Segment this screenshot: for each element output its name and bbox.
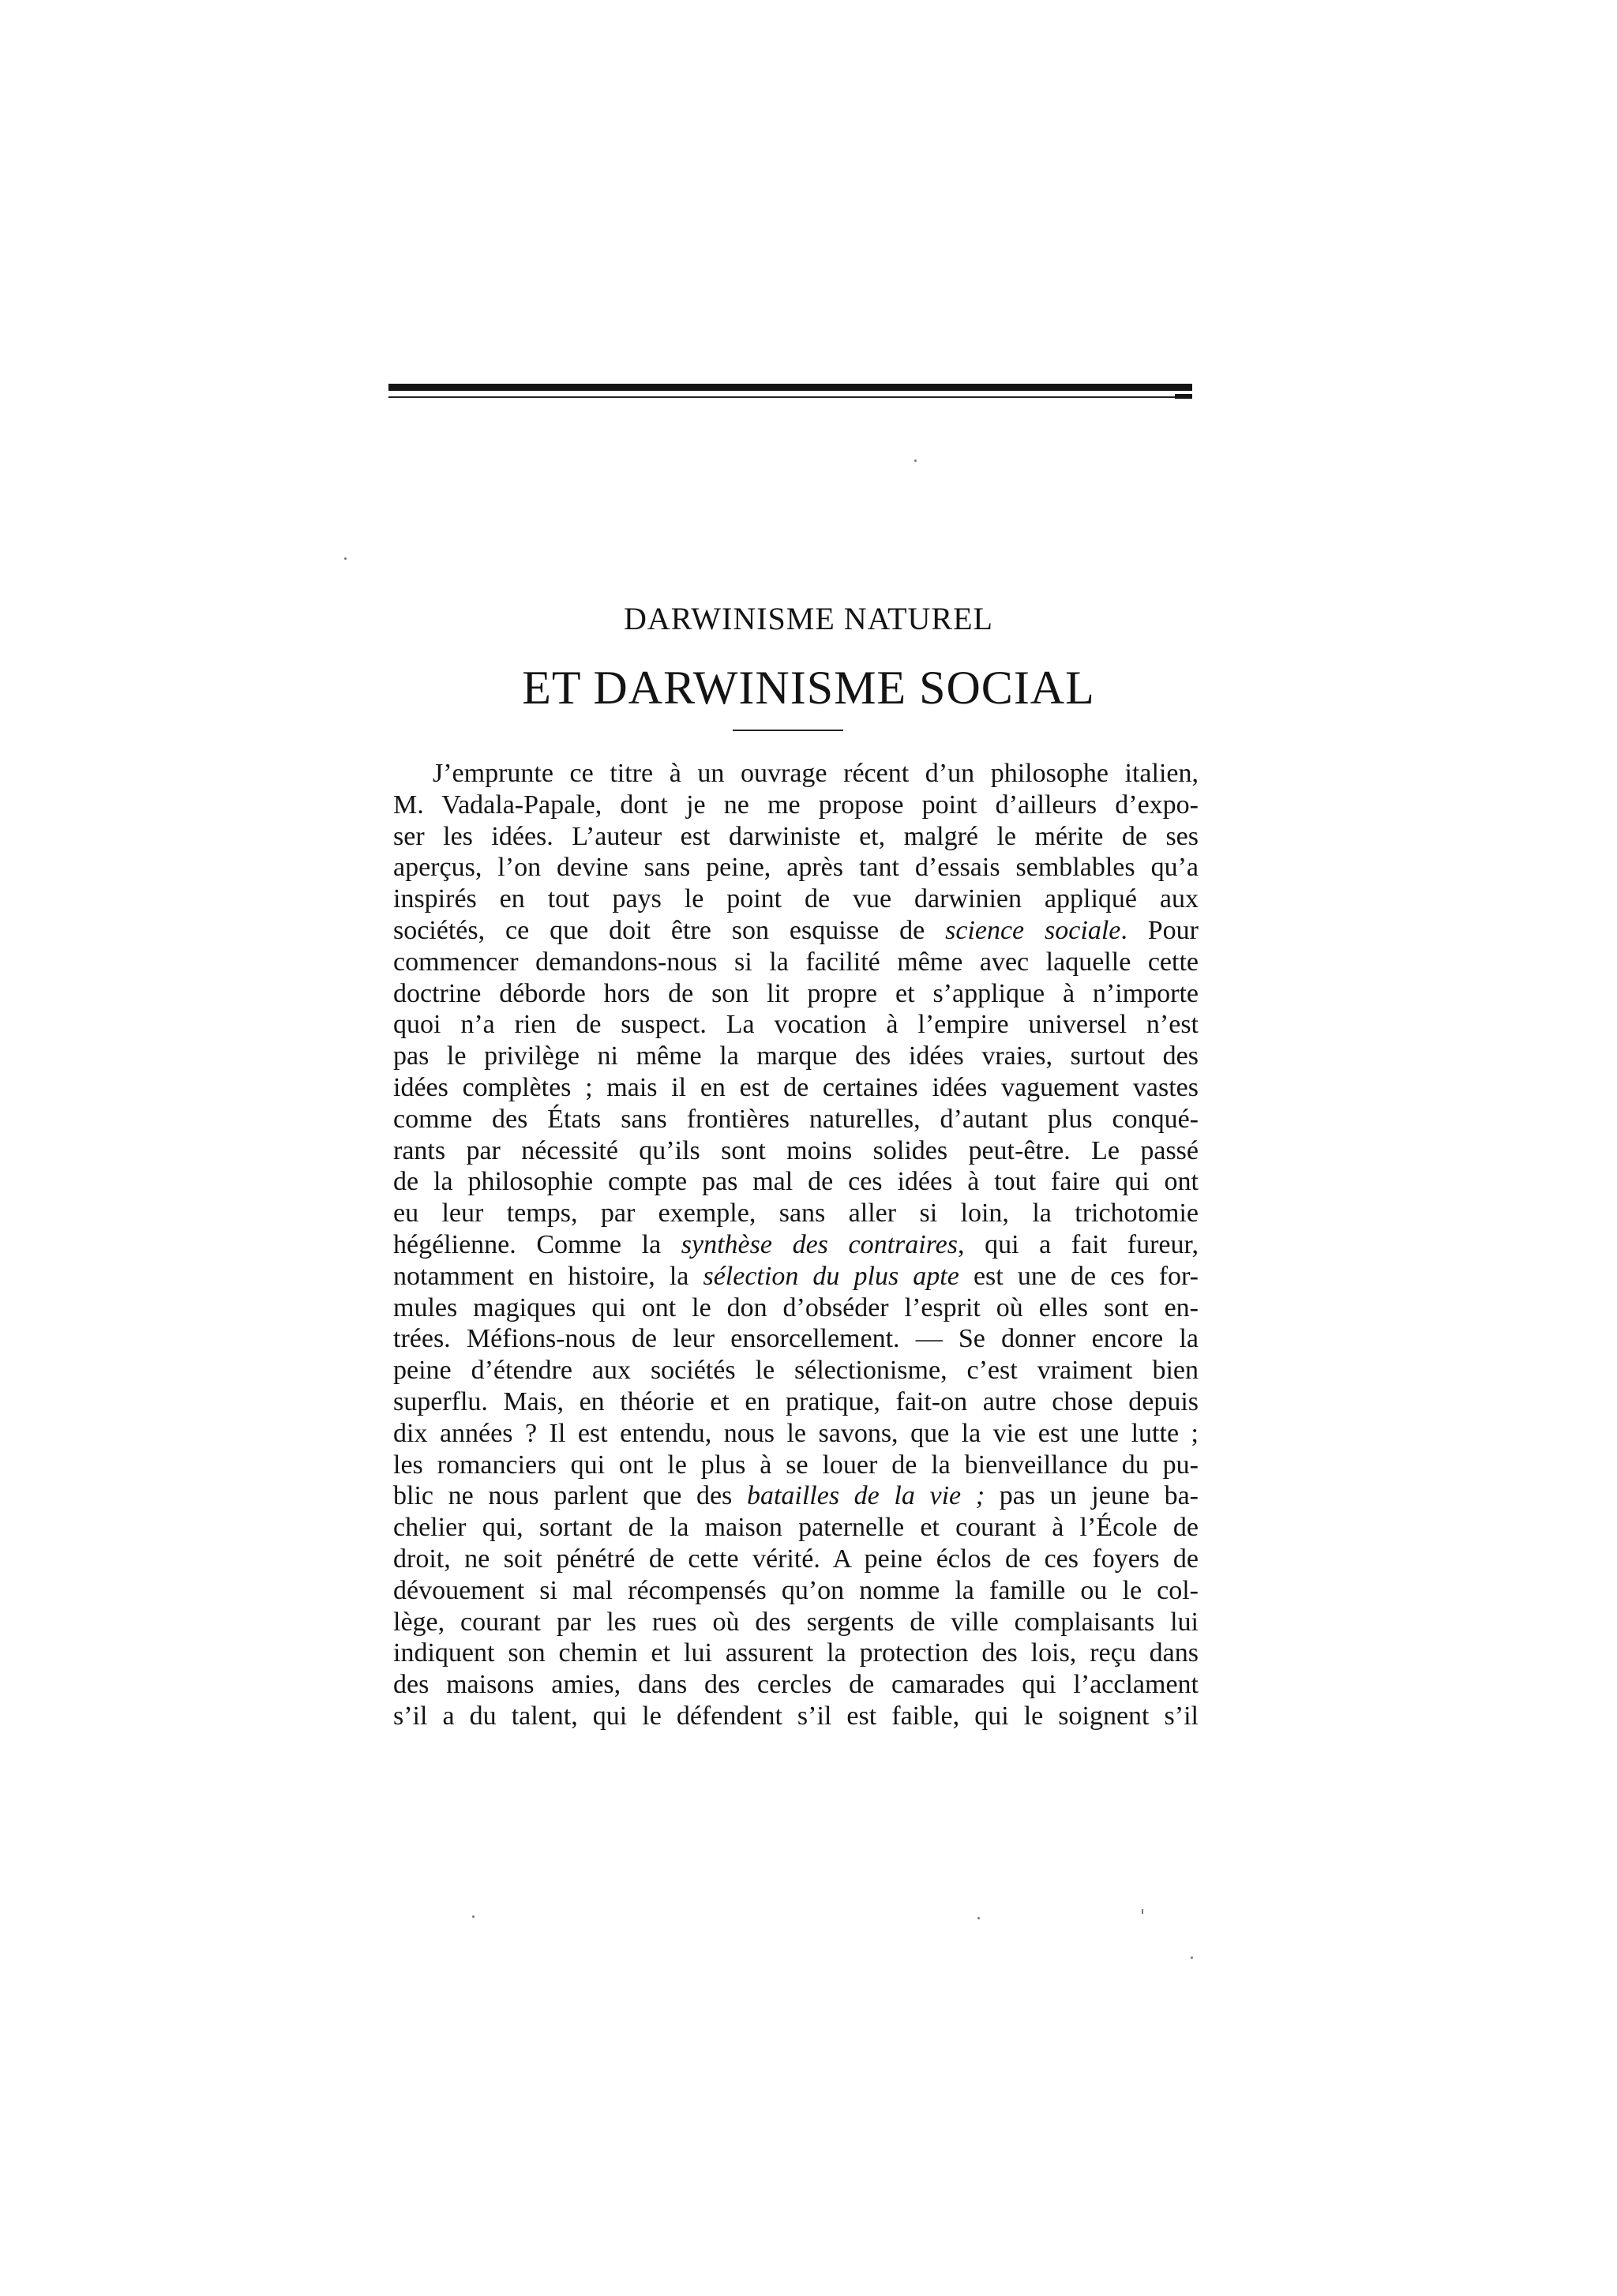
text-line <box>393 1355 1199 1386</box>
text-line <box>393 1480 1199 1512</box>
text-run: . Pour <box>1120 915 1199 945</box>
text-line <box>393 790 1199 821</box>
text-run: indiquent son chemin et lui assurent la protection des lois, reçu dans <box>393 1638 1199 1668</box>
text-run: hégélienne. Comme la <box>393 1229 681 1259</box>
text-line <box>393 758 1199 790</box>
text-run: sociétés, ce que doit être son esquisse de <box>393 915 946 945</box>
text-line <box>393 1607 1199 1638</box>
text-run: mules magiques qui ont le don d’obséder l’esprit où elles sont en- <box>393 1292 1199 1322</box>
chapter-title-line-1: DARWINISME NATUREL <box>624 601 993 636</box>
text-line <box>393 1669 1199 1701</box>
text-line <box>393 978 1199 1010</box>
text-run: comme des États sans frontières naturelles, d’autant plus conqué- <box>393 1104 1199 1134</box>
print-speck <box>977 1917 980 1919</box>
print-speck <box>344 557 347 560</box>
text-run: les romanciers qui ont le plus à se louer de la bienveillance du pu- <box>393 1450 1199 1480</box>
text-line <box>393 1198 1199 1229</box>
text-run: chelier qui, sortant de la maison paternelle et courant à l’École de <box>393 1513 1199 1543</box>
text-line <box>393 1135 1199 1167</box>
text-line <box>393 915 1199 947</box>
italic-term: sélection du plus apte <box>703 1261 959 1291</box>
header-rule-thin <box>388 396 1192 398</box>
text-run: eu leur temps, par exemple, sans aller si loin, la trichotomie <box>393 1199 1199 1229</box>
print-speck <box>472 1915 475 1918</box>
text-run: commencer demandons-nous si la facilité même avec laquelle cette <box>393 947 1199 977</box>
text-line <box>393 1292 1199 1324</box>
text-line <box>393 852 1199 884</box>
header-rule-thick <box>388 384 1192 391</box>
text-run: inspirés en tout pays le point de vue darwinien appliqué aux <box>393 884 1199 914</box>
text-run: s’il a du talent, qui le défendent s’il est faible, qui le soignent s’il <box>393 1701 1199 1731</box>
text-run: droit, ne soit pénétré de cette vérité. A peine éclos de ces foyers de <box>393 1544 1199 1574</box>
italic-term: synthèse des contraires <box>681 1229 959 1259</box>
text-run: aperçus, l’on devine sans peine, après tant d’essais semblables qu’a <box>393 853 1199 883</box>
text-run: , qui a fait fureur, <box>958 1229 1199 1259</box>
text-line <box>393 1386 1199 1418</box>
text-line <box>393 1512 1199 1544</box>
print-speck <box>1191 1956 1193 1959</box>
text-run: trées. Méfions-nous de leur ensorcellement. — Se donner encore la <box>393 1324 1199 1354</box>
text-line <box>393 1450 1199 1481</box>
text-line <box>393 1575 1199 1607</box>
text-line <box>393 1166 1199 1198</box>
text-run: de la philosophie compte pas mal de ces idées à tout faire qui ont <box>393 1167 1199 1197</box>
text-line <box>393 1544 1199 1575</box>
italic-term: science sociale <box>945 915 1121 945</box>
text-run: blic ne nous parlent que des <box>393 1481 747 1511</box>
text-run: dévouement si mal récompensés qu’on nomme la famille ou le col- <box>393 1575 1199 1605</box>
text-run: peine d’étendre aux sociétés le sélectionisme, c’est vraiment bien <box>393 1356 1199 1386</box>
body-paragraph <box>393 758 1199 1732</box>
text-line <box>393 1041 1199 1072</box>
text-run: rants par nécessité qu’ils sont moins solides peut-être. Le passé <box>393 1135 1199 1165</box>
text-line <box>393 1418 1199 1450</box>
text-line <box>393 1638 1199 1669</box>
text-run: ser les idées. L’auteur est darwiniste et, malgré le mérite de ses <box>393 821 1199 851</box>
text-run: lège, courant par les rues où des sergents de ville complaisants lui <box>393 1607 1199 1637</box>
text-run: est une de ces for- <box>959 1261 1199 1291</box>
text-line <box>393 947 1199 978</box>
text-line <box>393 1072 1199 1104</box>
text-line <box>393 1104 1199 1135</box>
print-speck <box>914 460 917 462</box>
print-speck <box>1142 1909 1143 1914</box>
text-line <box>393 1009 1199 1041</box>
text-line <box>393 1261 1199 1292</box>
text-line <box>393 1323 1199 1355</box>
text-run: notamment en histoire, la <box>393 1261 703 1291</box>
text-run: quoi n’a rien de suspect. La vocation à l’empire universel n’est <box>393 1010 1199 1040</box>
text-run: superflu. Mais, en théorie et en pratique, fait-on autre chose depuis <box>393 1386 1199 1416</box>
italic-term: batailles de la vie ; <box>746 1481 985 1511</box>
chapter-title-line-2: ET DARWINISME SOCIAL <box>522 662 1095 714</box>
text-run: dix années ? Il est entendu, nous le savons, que la vie est une lutte ; <box>393 1418 1199 1448</box>
text-line <box>393 884 1199 915</box>
text-run: idées complètes ; mais il en est de certaines idées vaguement vastes <box>393 1072 1199 1102</box>
text-run: doctrine déborde hors de son lit propre et s’applique à n’importe <box>393 978 1199 1008</box>
text-run: J’emprunte ce titre à un ouvrage récent d’un philosophe italien, <box>433 759 1199 788</box>
text-run: pas un jeune ba- <box>985 1481 1199 1511</box>
text-line <box>393 1701 1199 1732</box>
title-divider <box>733 730 843 731</box>
text-run: des maisons amies, dans des cercles de camarades qui l’acclament <box>393 1670 1199 1700</box>
text-run: M. Vadala-Papale, dont je ne me propose point d’ailleurs d’expo- <box>393 790 1199 820</box>
text-run: pas le privilège ni même la marque des idées vraies, surtout des <box>393 1041 1199 1071</box>
text-line <box>393 821 1199 853</box>
text-line <box>393 1229 1199 1261</box>
